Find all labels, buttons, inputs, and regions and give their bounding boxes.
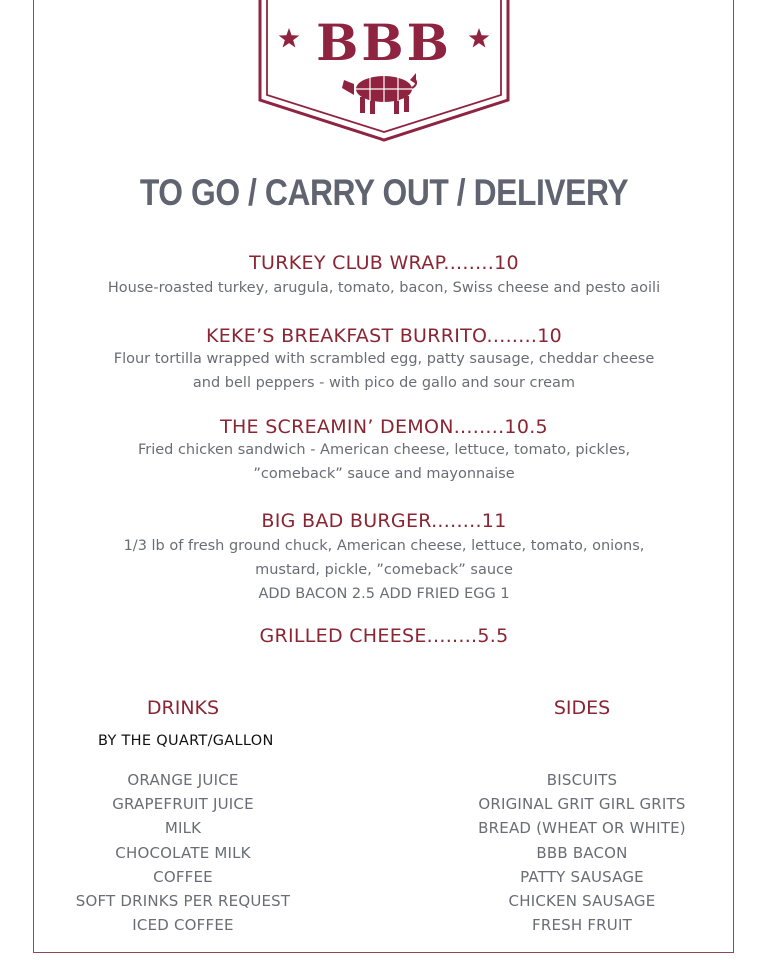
drinks-list: [33, 768, 333, 937]
logo-text: BBB: [316, 13, 452, 72]
list-item: COFFEE: [153, 867, 213, 886]
list-item: BBB BACON: [536, 843, 628, 862]
item-title-big-bad-burger: BIG BAD BURGER........11: [261, 510, 507, 532]
list-item: ORIGINAL GRIT GIRL GRITS: [478, 795, 686, 814]
list-item: CHOCOLATE MILK: [115, 843, 251, 862]
drinks-heading: DRINKS: [146, 697, 220, 719]
headline: TO GO / CARRY OUT / DELIVERY: [139, 172, 629, 213]
item-desc-line: House-roasted turkey, arugula, tomato, bacon, Swiss cheese and pesto aoili: [107, 280, 661, 296]
sides-heading: SIDES: [553, 697, 611, 719]
item-title-grilled-cheese: GRILLED CHEESE........5.5: [259, 625, 509, 647]
bbb-logo: [256, 0, 512, 142]
list-item: MILK: [164, 819, 202, 838]
list-item: PATTY SAUSAGE: [520, 867, 644, 886]
item-title-screamin-demon: THE SCREAMIN’ DEMON........10.5: [220, 416, 548, 438]
sides-list: [432, 768, 732, 937]
drinks-subheading: BY THE QUART/GALLON: [98, 733, 274, 749]
list-item: GRAPEFRUIT JUICE: [112, 795, 254, 814]
list-item: BISCUITS: [546, 771, 618, 789]
list-item: CHICKEN SAUSAGE: [508, 892, 656, 911]
list-item: ORANGE JUICE: [127, 771, 239, 789]
item-desc-line: Flour tortilla wrapped with scrambled egg, patty sausage, cheddar cheese: [113, 351, 655, 367]
item-title-turkey-club-wrap: TURKEY CLUB WRAP........10: [249, 252, 519, 274]
list-item: SOFT DRINKS PER REQUEST: [75, 892, 291, 911]
item-desc-line: ADD BACON 2.5 ADD FRIED EGG 1: [258, 586, 510, 602]
item-desc-line: ”comeback” sauce and mayonnaise: [253, 466, 515, 482]
item-desc-line: and bell peppers - with pico de gallo and sour cream: [192, 375, 576, 391]
item-title-breakfast-burrito: KEKE’S BREAKFAST BURRITO........10: [205, 325, 563, 347]
list-item: FRESH FRUIT: [532, 916, 632, 935]
item-desc-line: mustard, pickle, ”comeback” sauce: [255, 562, 513, 578]
item-desc-line: Fried chicken sandwich - American cheese, lettuce, tomato, pickles,: [137, 442, 631, 458]
list-item: BREAD (WHEAT OR WHITE): [478, 819, 686, 838]
item-desc-line: 1/3 lb of fresh ground chuck, American cheese, lettuce, tomato, onions,: [123, 538, 645, 554]
list-item: ICED COFFEE: [132, 916, 234, 935]
